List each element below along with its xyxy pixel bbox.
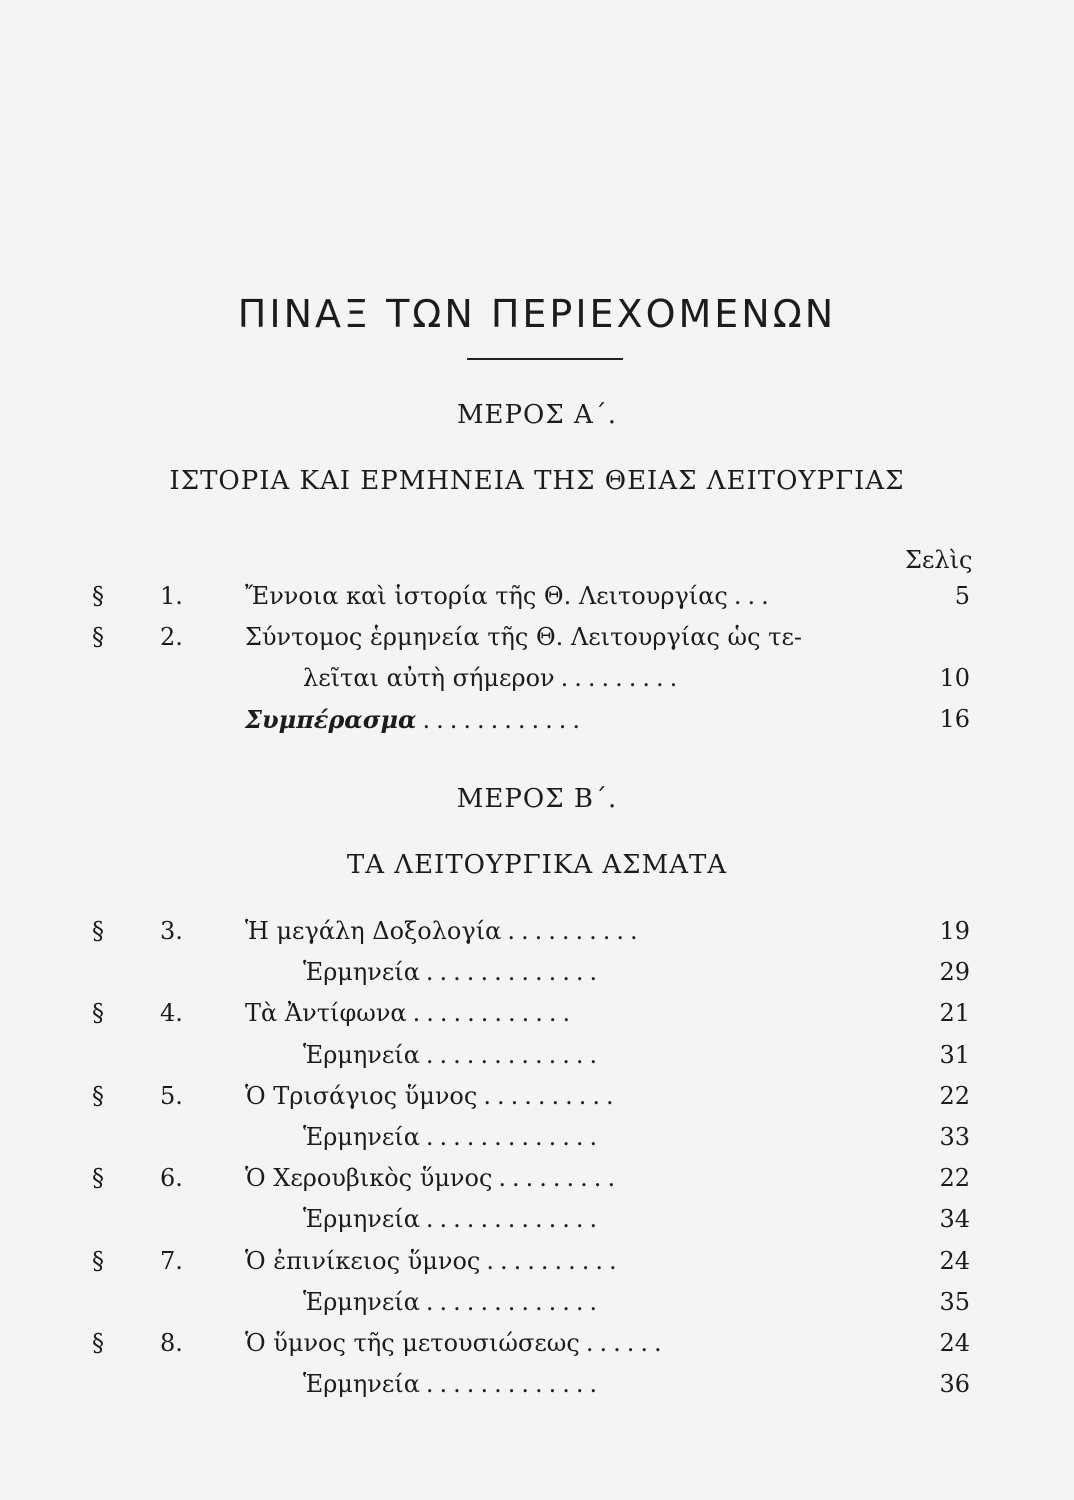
page-number: 21: [939, 999, 970, 1027]
entry-number: 4.: [160, 999, 183, 1027]
page-number: 19: [939, 917, 970, 945]
leader-dots: .............: [425, 1288, 604, 1316]
entry-number: 2.: [160, 623, 183, 651]
page-number: 24: [939, 1329, 970, 1357]
page-number: 33: [939, 1123, 970, 1151]
page-number: 34: [939, 1205, 970, 1233]
leader-dots: .............: [425, 1041, 604, 1069]
section-sign: §: [92, 999, 104, 1027]
entry-number: 8.: [160, 1329, 183, 1357]
entry-number: 7.: [160, 1247, 183, 1275]
toc-entry: [0, 582, 1074, 622]
toc-entry: [0, 1329, 1074, 1369]
entry-number: 5.: [160, 1082, 183, 1110]
part-b-subtitle: ΤΑ ΛΕΙΤΟΥΡΓΙΚΑ ΑΣΜΑΤΑ: [346, 850, 728, 880]
page-number: 35: [939, 1288, 970, 1316]
toc-entry-interpretation: [0, 1041, 1074, 1081]
leader-dots: ..........: [486, 1247, 623, 1275]
entry-number: 1.: [160, 582, 183, 610]
entry-title: Ἑρμηνεία: [303, 1041, 420, 1069]
entry-title: Συμπέρασμα: [245, 705, 417, 734]
leader-dots: .............: [425, 1205, 604, 1233]
toc-entry: [0, 1247, 1074, 1287]
section-sign: §: [92, 1329, 104, 1357]
entry-title: Ὁ ὕμνος τῆς μετουσιώσεως: [245, 1329, 580, 1357]
section-sign: §: [92, 917, 104, 945]
toc-entry-interpretation: [0, 958, 1074, 998]
leader-dots: .............: [425, 958, 604, 986]
entry-title: Ἑρμηνεία: [303, 1123, 420, 1151]
entry-number: 6.: [160, 1164, 183, 1192]
entry-title: Ἑρμηνεία: [303, 1288, 420, 1316]
leader-dots: .........: [498, 1164, 622, 1192]
toc-entry-interpretation: [0, 1370, 1074, 1410]
entry-title: Σύντομος ἑρμηνεία τῆς Θ. Λειτουργίας ὡς τε-: [245, 623, 802, 651]
page-number: 36: [939, 1370, 970, 1398]
toc-entry-interpretation: [0, 1205, 1074, 1245]
leader-dots: [802, 623, 808, 651]
leader-dots: ......: [585, 1329, 668, 1357]
entry-title: Ἑρμηνεία: [303, 958, 420, 986]
leader-dots: .........: [560, 664, 684, 692]
part-a-heading: ΜΕΡΟΣ Α΄.: [456, 400, 618, 430]
page-number: 24: [939, 1247, 970, 1275]
entry-title: Ὁ Τρισάγιος ὕμνος: [245, 1082, 478, 1110]
toc-entry: [0, 917, 1074, 957]
entry-title: Ἡ μεγάλη Δοξολογία: [245, 917, 502, 945]
leader-dots: ...: [733, 582, 775, 610]
page-title: ΠΙΝΑΞ ΤΩΝ ΠΕΡΙΕΧΟΜΕΝΩΝ: [237, 292, 837, 336]
entry-title: λεῖται αὐτὴ σήμερον: [303, 664, 555, 692]
part-b-heading: ΜΕΡΟΣ Β΄.: [456, 784, 618, 814]
entry-number: 3.: [160, 917, 183, 945]
entry-title: Ὁ Χερουβικὸς ὕμνος: [245, 1164, 493, 1192]
toc-entry-continuation: [0, 664, 1074, 704]
toc-entry: [0, 1164, 1074, 1204]
toc-entry-interpretation: [0, 1123, 1074, 1163]
section-sign: §: [92, 582, 104, 610]
section-sign: §: [92, 623, 104, 651]
leader-dots: ..........: [507, 917, 644, 945]
page-number: 31: [939, 1041, 970, 1069]
leader-dots: ..........: [483, 1082, 620, 1110]
section-sign: §: [92, 1164, 104, 1192]
entry-title: Ἑρμηνεία: [303, 1370, 420, 1398]
leader-dots: .............: [425, 1370, 604, 1398]
page-number: 10: [939, 664, 970, 692]
toc-entry: [0, 1082, 1074, 1122]
title-underline: [467, 358, 623, 360]
toc-entry-interpretation: [0, 1288, 1074, 1328]
part-a-subtitle: ΙΣΤΟΡΙΑ ΚΑΙ ΕΡΜΗΝΕΙΑ ΤΗΣ ΘΕΙΑΣ ΛΕΙΤΟΥΡΓΙΑΣ: [169, 466, 905, 496]
page-number: 22: [939, 1082, 970, 1110]
entry-title: Ὁ ἐπινίκειος ὕμνος: [245, 1247, 481, 1275]
toc-entry-conclusion: [0, 705, 1074, 745]
page-column-label: Σελὶς: [905, 546, 973, 574]
entry-title: Τὰ Ἀντίφωνα: [245, 999, 407, 1027]
page-number: 29: [939, 958, 970, 986]
section-sign: §: [92, 1082, 104, 1110]
toc-entry: [0, 623, 1074, 663]
leader-dots: ............: [422, 706, 587, 734]
leader-dots: ............: [412, 999, 577, 1027]
page-number: 5: [954, 582, 970, 610]
entry-title: Ἔννοια καὶ ἱστορία τῆς Θ. Λειτουργίας: [245, 582, 728, 610]
page-number: 16: [939, 705, 970, 733]
toc-entry: [0, 999, 1074, 1039]
page-number: 22: [939, 1164, 970, 1192]
entry-title: Ἑρμηνεία: [303, 1205, 420, 1233]
leader-dots: .............: [425, 1123, 604, 1151]
section-sign: §: [92, 1247, 104, 1275]
